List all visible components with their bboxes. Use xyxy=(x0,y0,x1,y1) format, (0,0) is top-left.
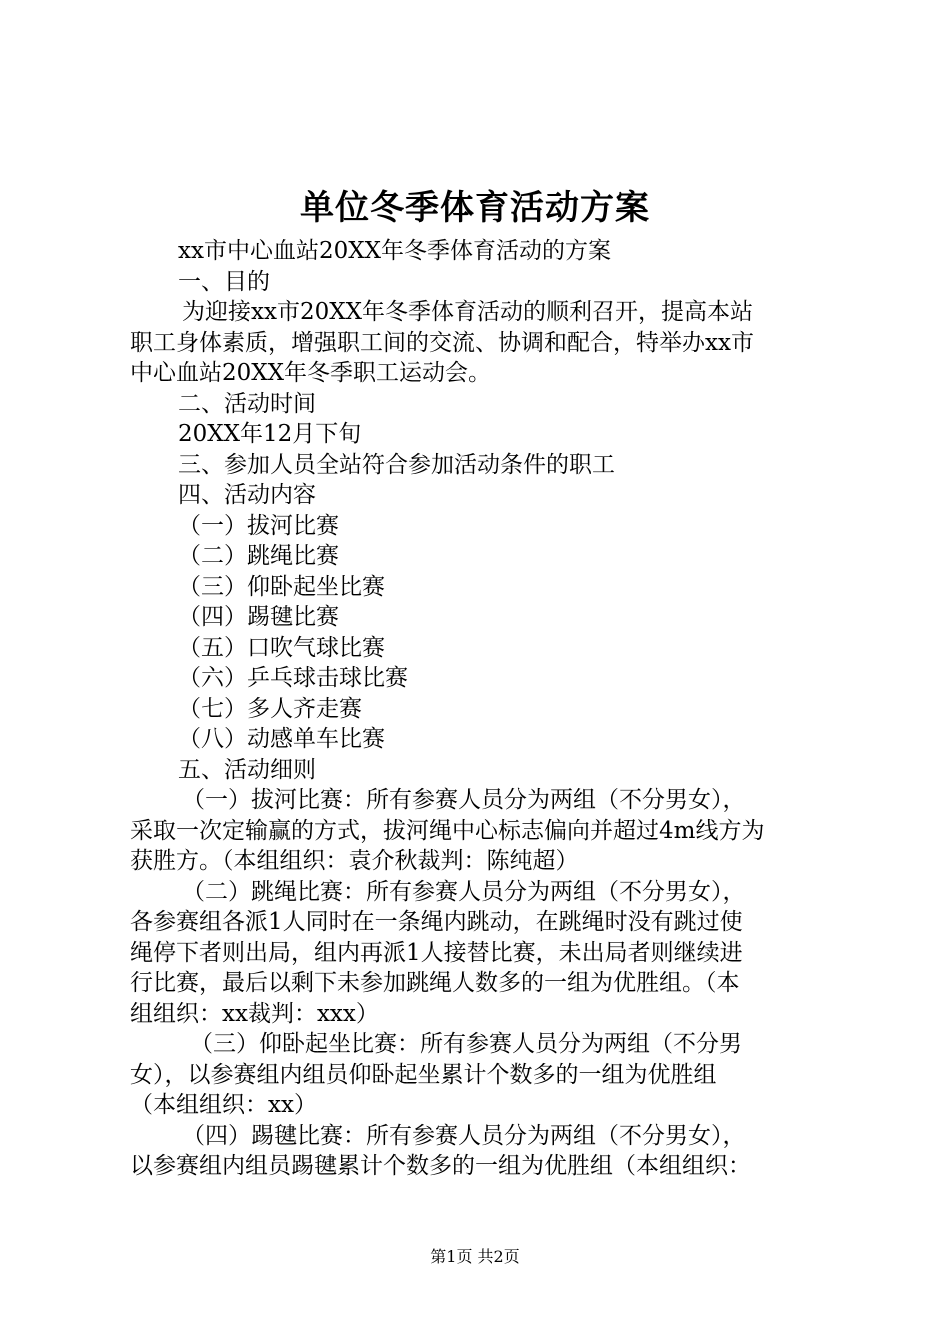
text-line: 中心血站20XX年冬季职工运动会。 xyxy=(130,360,492,386)
subtitle-line: xx市中心血站20XX年冬季体育活动的方案 xyxy=(178,238,611,264)
text-line: 绳停下者则出局，组内再派1人接替比赛，未出局者则继续进 xyxy=(130,939,743,966)
text-line: 行比赛，最后以剩下未参加跳绳人数多的一组为优胜组。（本 xyxy=(130,970,740,996)
list-item: （三）仰卧起坐比赛 xyxy=(178,573,385,600)
list-item: （一）拔河比赛 xyxy=(178,512,339,539)
text-line: 获胜方。（本组组织：袁介秋裁判：陈纯超） xyxy=(130,848,579,874)
text-line: 以参赛组内组员踢毽累计个数多的一组为优胜组（本组组织： xyxy=(130,1153,751,1179)
text-line: 各参赛组各派1人同时在一条绳内跳动，在跳绳时没有跳过使 xyxy=(130,909,743,935)
document-body xyxy=(130,236,830,1182)
text-line: （二）跳绳比赛：所有参赛人员分为两组（不分男女）， xyxy=(182,878,746,905)
section-heading-purpose: 一、目的 xyxy=(178,268,270,295)
document-title: 单位冬季体育活动方案 xyxy=(300,188,650,228)
text-line: （一）拔河比赛：所有参赛人员分为两组（不分男女）， xyxy=(182,787,746,813)
text-line: 为迎接xx市20XX年冬季体育活动的顺利召开，提高本站 xyxy=(182,299,753,325)
page-footer: 第1页 共2页 xyxy=(430,1247,520,1266)
text-line: 组组织：xx裁判：xxx） xyxy=(130,1000,379,1027)
list-item: （二）跳绳比赛 xyxy=(178,543,339,569)
list-item: （八）动感单车比赛 xyxy=(178,726,385,752)
text-line: （三）仰卧起坐比赛：所有参赛人员分为两组（不分男 xyxy=(190,1031,742,1057)
section-heading-rules: 五、活动细则 xyxy=(178,756,316,783)
list-item: （四）踢毽比赛 xyxy=(178,604,339,630)
section-heading-participants: 三、参加人员全站符合参加活动条件的职工 xyxy=(178,451,615,478)
section-heading-content: 四、活动内容 xyxy=(178,482,316,508)
text-line: 采取一次定输赢的方式，拔河绳中心标志偏向并超过4m线方为 xyxy=(130,817,765,844)
text-line: （本组组织：xx） xyxy=(130,1092,317,1118)
list-item: （六）乒乓球击球比赛 xyxy=(178,665,408,691)
list-item: （七）多人齐走赛 xyxy=(178,695,362,722)
section-heading-time: 二、活动时间 xyxy=(178,390,316,417)
text-line: 职工身体素质，增强职工间的交流、协调和配合，特举办xx市 xyxy=(130,329,754,356)
list-item: （五）口吹气球比赛 xyxy=(178,634,385,661)
text-line: 20XX年12月下旬 xyxy=(178,421,362,447)
text-line: 女），以参赛组内组员仰卧起坐累计个数多的一组为优胜组 xyxy=(130,1061,717,1088)
text-line: （四）踢毽比赛：所有参赛人员分为两组（不分男女）， xyxy=(182,1122,746,1149)
